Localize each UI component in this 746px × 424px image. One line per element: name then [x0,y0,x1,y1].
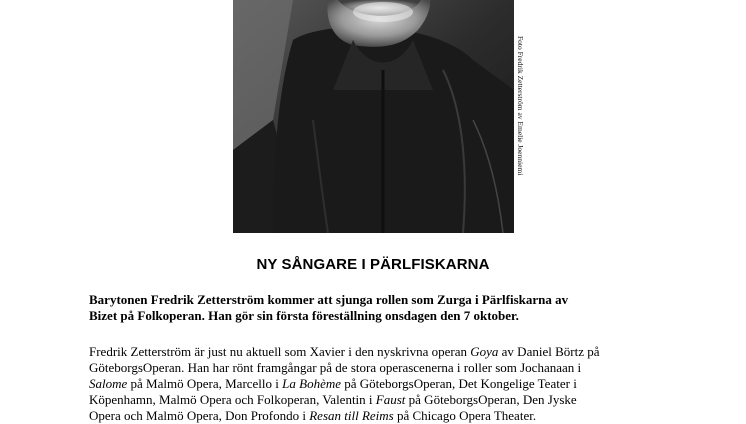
work-title: Faust [375,392,406,407]
body-line [89,344,669,360]
portrait-image [233,0,514,233]
body-text-run: av Daniel Börtz på [498,344,600,359]
lead-paragraph [89,292,669,324]
body-line [89,408,669,424]
body-paragraph [89,344,669,424]
body-text-run: på Malmö Opera, Marcello i [127,376,283,391]
body-text-run: på GöteborgsOperan, Det Kongelige Teater i [341,376,577,391]
body-text-run: Opera och Malmö Opera, Don Profondo i [89,408,310,423]
body-line [89,392,669,408]
lead-line: Bizet på Folkoperan. Han gör sin första föreställning onsdagen den 7 oktober. [89,308,519,323]
work-title: Salome [89,376,128,391]
body-text-run: på GöteborgsOperan, Den Jyske [405,392,577,407]
work-title: Resan till Reims [309,408,394,423]
lead-line: Barytonen Fredrik Zetterström kommer att sjunga rollen som Zurga i Pärlfiskarna av [89,292,569,307]
singer-portrait-photo [233,0,514,233]
headline: NY SÅNGARE I PÄRLFISKARNA [256,256,490,273]
body-text-run: Köpenhamn, Malmö Opera och Folkoperan, Valentin i [89,392,376,407]
body-line [89,376,669,392]
work-title: La Bohème [282,376,342,391]
work-title: Goya [470,344,499,359]
body-line: GöteborgsOperan. Han har rönt framgångar på de stora operascenerna i roller som Jochanaan i [89,360,582,375]
body-text-run: Fredrik Zetterström är just nu aktuell som Xavier i den nyskrivna operan [89,344,471,359]
body-text-run: på Chicago Opera Theater. [393,408,537,423]
photo-credit: Foto Fredrik Zetterström av Emelie Joenniemi [516,36,525,176]
